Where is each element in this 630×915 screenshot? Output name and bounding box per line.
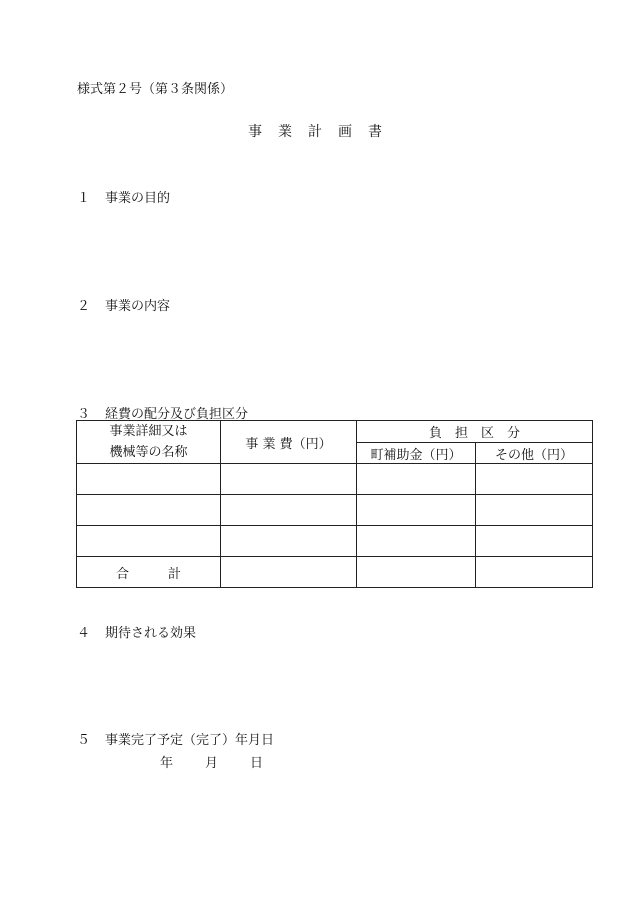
section-purpose	[77, 187, 170, 206]
section-label: 経費の配分及び負担区分	[105, 407, 249, 422]
header-other: その他（円）	[476, 443, 593, 464]
section-label: 事業の目的	[105, 191, 171, 206]
table-cell[interactable]	[357, 464, 476, 495]
section-content	[77, 295, 170, 314]
header-burden-division: 負 担 区 分	[357, 421, 593, 443]
date-line	[160, 752, 263, 771]
title-char: 書	[368, 124, 382, 140]
section-number: １	[77, 191, 91, 206]
total-cell[interactable]	[221, 557, 357, 588]
date-month: 月	[205, 756, 219, 771]
title-char: 計	[308, 124, 322, 140]
total-label: 合 計	[77, 557, 221, 588]
total-cell[interactable]	[476, 557, 593, 588]
section-effects	[77, 622, 196, 641]
date-year: 年	[160, 756, 174, 771]
total-cell[interactable]	[357, 557, 476, 588]
header-item-name-line1: 事業詳細又は	[109, 424, 188, 439]
table-cell[interactable]	[221, 464, 357, 495]
section-label: 事業完了予定（完了）年月日	[105, 733, 275, 748]
table-row	[77, 464, 593, 495]
section-number: ５	[77, 733, 91, 748]
table-cell[interactable]	[476, 495, 593, 526]
table-cell[interactable]	[77, 464, 221, 495]
table-cell[interactable]	[476, 464, 593, 495]
table-cell[interactable]	[77, 526, 221, 557]
table-row	[77, 526, 593, 557]
table-cell[interactable]	[221, 526, 357, 557]
title-char: 事	[248, 124, 262, 140]
section-label: 期待される効果	[105, 626, 197, 641]
section-number: ４	[77, 626, 91, 641]
table-row	[77, 495, 593, 526]
table-cell[interactable]	[476, 526, 593, 557]
title-char: 業	[278, 124, 292, 140]
section-number: ３	[77, 407, 91, 422]
date-day: 日	[250, 756, 264, 771]
table-cell[interactable]	[77, 495, 221, 526]
header-town-subsidy: 町補助金（円）	[357, 443, 476, 464]
page-title	[0, 121, 630, 141]
form-number: 様式第２号（第３条関係）	[77, 82, 234, 97]
table-cell[interactable]	[357, 495, 476, 526]
budget-table	[76, 420, 593, 588]
table-cell[interactable]	[357, 526, 476, 557]
total-row	[77, 557, 593, 588]
header-item-name	[77, 421, 221, 464]
header-item-name-line2: 機械等の名称	[109, 445, 188, 460]
table-cell[interactable]	[221, 495, 357, 526]
section-completion-date	[77, 729, 274, 748]
section-number: ２	[77, 299, 91, 314]
header-project-cost: 事 業 費（円）	[221, 421, 357, 464]
section-label: 事業の内容	[105, 299, 171, 314]
title-char: 画	[338, 124, 352, 140]
